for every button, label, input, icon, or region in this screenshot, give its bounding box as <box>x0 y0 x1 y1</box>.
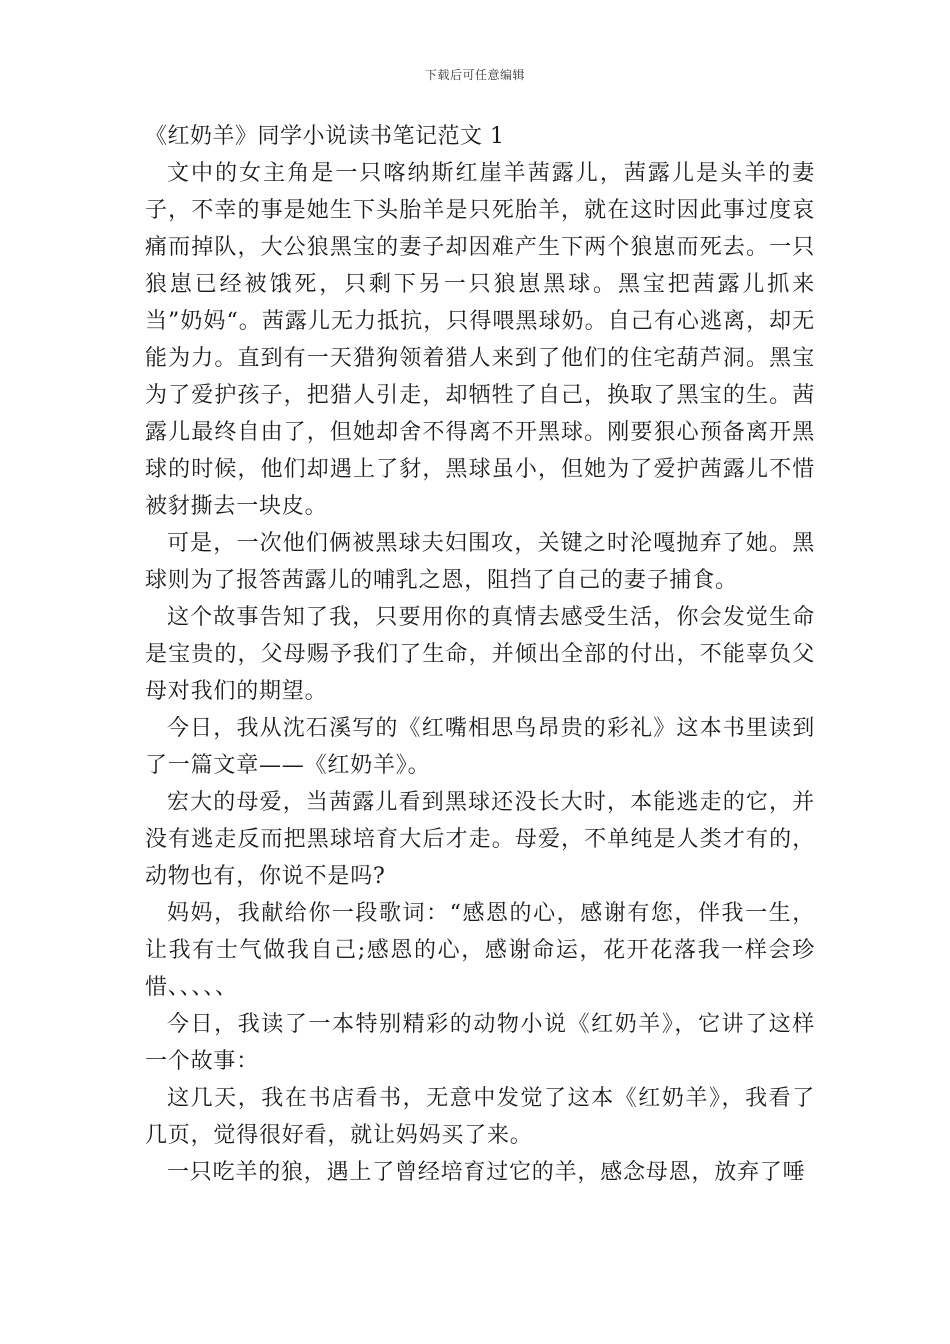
paragraph: 宏大的母爱，当茜露儿看到黑球还没长大时，本能逃走的它，并没有逃走反而把黑球培育大后才走。母爱，不单纯是人类才有的，动物也有，你说不是吗? <box>145 790 815 889</box>
paragraph: 妈妈，我献给你一段歌词：“感恩的心，感谢有您，伴我一生，让我有士气做我自己;感恩的心，感谢命运，花开花落我一样会珍惜、、、、、 <box>145 901 815 1000</box>
paragraph: 文中的女主角是一只喀纳斯红崖羊茜露儿，茜露儿是头羊的妻子，不幸的事是她生下头胎羊是只死胎羊，就在这时因此事过度哀痛而掉队，大公狼黑宝的妻子却因难产生下两个狼崽而死去。一只狼崽已经被饿死，只剩下另一只狼崽黑球。黑宝把茜露儿抓来当”奶妈“。茜露儿无力抵抗，只得喂黑球奶。自己有心逃离，却无能为力。直到有一天猎狗领着猎人来到了他们的住宅葫芦洞。黑宝为了爱护孩子，把猎人引走，却牺牲了自己，换取了黑宝的生。茜露儿最终自由了，但她却舍不得离不开黑球。刚要狠心预备离开黑球的时候，他们却遇上了豺，黑球虽小，但她为了爱护茜露儿不惜被豺撕去一块皮。 <box>145 161 815 519</box>
paragraph: 这个故事告知了我，只要用你的真情去感受生活，你会发觉生命是宝贵的，父母赐予我们了生命，并倾出全部的付出，不能辜负父母对我们的期望。 <box>145 605 815 704</box>
paragraph: 今日，我读了一本特别精彩的动物小说《红奶羊》，它讲了这样一个故事： <box>145 1012 815 1074</box>
document-body <box>145 118 815 1191</box>
paragraph: 今日，我从沈石溪写的《红嘴相思鸟昂贵的彩礼》这本书里读到了一篇文章——《红奶羊》。 <box>145 716 815 778</box>
header-note: 下载后可任意编辑 <box>424 68 525 82</box>
paragraph: 这几天，我在书店看书，无意中发觉了这本《红奶羊》，我看了几页，觉得很好看，就让妈妈买了来。 <box>145 1086 815 1148</box>
paragraph: 可是，一次他们俩被黑球夫妇围攻，关键之时沦嘎抛弃了她。黑球则为了报答茜露儿的哺乳之恩，阻挡了自己的妻子捕食。 <box>145 531 815 593</box>
paragraph: 一只吃羊的狼，遇上了曾经培育过它的羊，感念母恩，放弃了唾 <box>167 1160 806 1185</box>
document-title: 《红奶羊》同学小说读书笔记范文 1 <box>145 124 505 149</box>
